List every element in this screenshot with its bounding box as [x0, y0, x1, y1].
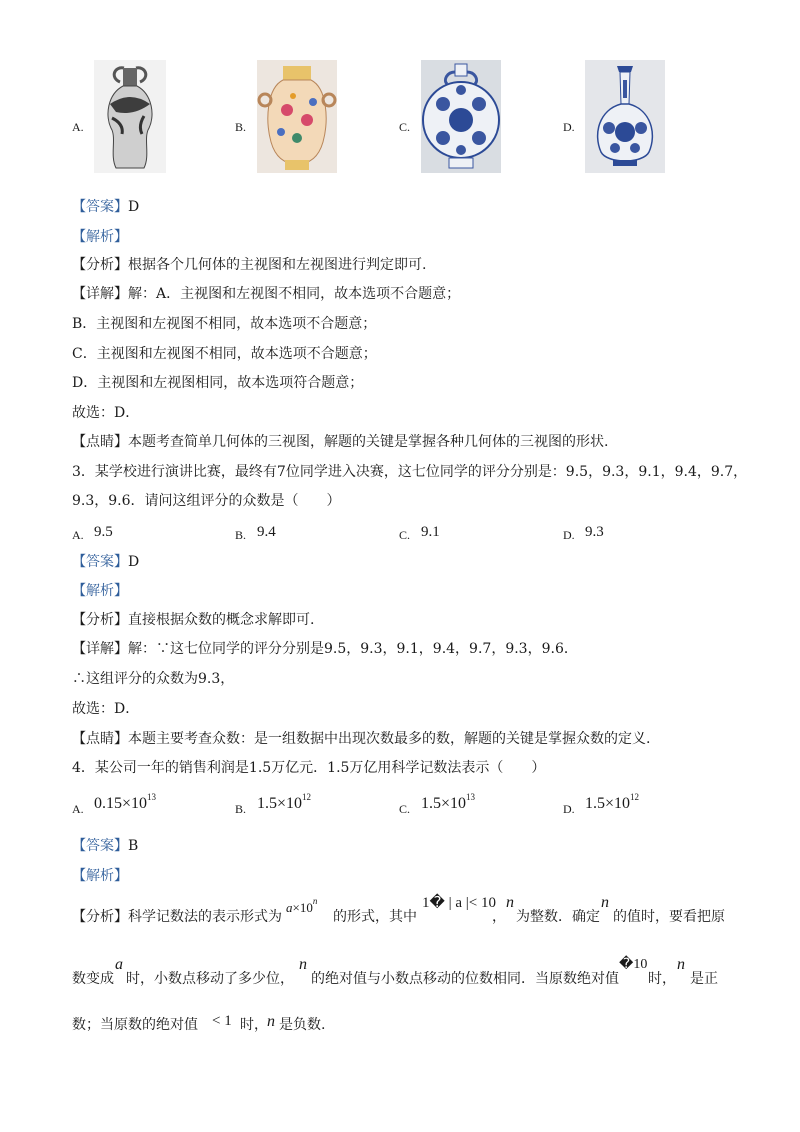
q4-option-b-label: B.	[235, 802, 247, 816]
answer-value: B	[128, 838, 139, 854]
option-exponent: 13	[466, 792, 476, 802]
dianjing-tag: 【点睛】	[72, 434, 128, 450]
n-symbol: n	[299, 956, 307, 973]
q4-line2-part2: 时，小数点移动了多少位，	[126, 971, 294, 987]
q4-fenxi-part1: 科学记数法的表示形式为	[128, 909, 282, 925]
q4-option-a-value	[94, 792, 156, 813]
q4-inequality: 1� | a |< 10	[422, 895, 497, 911]
fenxi-text: 根据各个几何体的主视图和左视图进行判定即可.	[128, 257, 427, 273]
fenxi-text: 直接根据众数的概念求解即可.	[128, 612, 315, 628]
xiangjie-tag: 【详解】	[72, 286, 128, 302]
silver-vase-image	[94, 60, 166, 173]
option-exponent: 12	[630, 792, 640, 802]
vase-image-b	[257, 60, 337, 173]
dianjing-text: 本题主要考查众数：是一组数据中出现次数最多的数，解题的关键是掌握众数的定义.	[128, 731, 651, 747]
q4-jiexi-tag: 【解析】	[72, 868, 128, 884]
q4-answer-line	[72, 837, 138, 855]
option-exponent: 13	[147, 792, 157, 802]
formula-times-ten: ×10	[292, 900, 313, 915]
option-b-label: B.	[235, 120, 247, 134]
option-c-label: C.	[399, 120, 411, 134]
n-symbol: n	[677, 956, 685, 973]
n-symbol: n	[267, 1013, 275, 1030]
fenxi-tag: 【分析】	[72, 257, 128, 273]
option-base: 1.5×10	[421, 795, 467, 812]
q4-stem: 4．某公司一年的销售利润是1.5万亿元．1.5万亿用科学记数法表示（ ）	[72, 760, 546, 776]
q2-line-d: D．主视图和左视图相同，故本选项符合题意；	[72, 375, 364, 391]
q3-option-c-label: C.	[399, 528, 411, 542]
xiangjie-text: 解：∵这七位同学的评分分别是9.5，9.3，9.1，9.4，9.7，9.3，9.6．	[128, 641, 578, 657]
formula-n: n	[312, 896, 318, 906]
dianjing-tag: 【点睛】	[72, 731, 128, 747]
q4-fenxi-tag: 【分析】	[72, 909, 128, 925]
q3-jiexi-tag: 【解析】	[72, 583, 128, 599]
answer-tag: 【答案】	[72, 554, 128, 570]
q4-option-a-label: A.	[72, 802, 84, 816]
q4-option-d-value	[585, 792, 639, 813]
q4-line3-part2: 时，	[240, 1017, 268, 1033]
q4-line2-part4: 时，	[648, 971, 676, 987]
q3-therefore: ∴这组评分的众数为9.3，	[72, 671, 235, 687]
q4-ten: �10	[619, 957, 648, 972]
option-base: 0.15×10	[94, 795, 148, 812]
q3-option-d-label: D.	[563, 528, 575, 542]
q4-fenxi-part3: ，	[492, 909, 506, 925]
q4-n-4	[677, 956, 685, 974]
formula-a: a	[286, 900, 293, 915]
vase-image-c	[421, 60, 501, 173]
q4-option-b-value	[257, 792, 311, 813]
q3-option-a-value: 9.5	[94, 524, 113, 540]
q3-option-a-label: A.	[72, 528, 84, 542]
q3-option-b-value: 9.4	[257, 524, 276, 540]
moon-flask-image	[421, 60, 501, 173]
q3-option-b-label: B.	[235, 528, 247, 542]
q4-n-3	[299, 956, 307, 974]
q3-xiangjie-line	[72, 640, 578, 658]
q3-choose: 故选：D．	[72, 701, 140, 717]
q3-stem-line1: 3．某学校进行演讲比赛，最终有7位同学进入决赛，这七位同学的评分分别是：9.5，9.3，9.1，9.4，9.7，	[72, 464, 748, 480]
q4-option-c-label: C.	[399, 802, 411, 816]
q2-line-c: C．主视图和左视图不相同，故本选项不合题意；	[72, 346, 377, 362]
answer-value: D	[128, 554, 140, 570]
answer-tag: 【答案】	[72, 199, 128, 215]
option-a-label: A.	[72, 120, 84, 134]
q4-fenxi-part2: 的形式，其中	[333, 909, 417, 925]
q4-line2-part1: 数变成	[72, 971, 114, 987]
q4-n-2	[601, 894, 609, 912]
q3-stem-line2: 9.3，9.6．请问这组评分的众数是（ ）	[72, 493, 341, 509]
q4-line3-part1: 数；当原数的绝对值	[72, 1017, 198, 1033]
option-base: 1.5×10	[585, 795, 631, 812]
dianjing-text: 本题考查简单几何体的三视图，解题的关键是掌握各种几何体的三视图的形状.	[128, 434, 609, 450]
option-base: 1.5×10	[257, 795, 303, 812]
q3-fenxi-line	[72, 611, 314, 629]
q4-a-2	[115, 956, 123, 974]
q4-n-1	[506, 894, 514, 912]
q2-dianjing-line	[72, 433, 608, 451]
q4-fenxi-part5: 的值时，要看把原	[613, 909, 725, 925]
xiangjie-tag: 【详解】	[72, 641, 128, 657]
famille-rose-vase-image	[257, 60, 337, 173]
n-symbol: n	[601, 894, 609, 911]
q4-formula	[286, 896, 317, 916]
q3-answer-line	[72, 553, 139, 571]
q4-line2-part5: 是正	[690, 971, 718, 987]
q2-answer-line	[72, 198, 139, 216]
bottle-vase-image	[585, 60, 665, 173]
q4-fenxi-part4: 为整数．确定	[516, 909, 600, 925]
q4-option-d-label: D.	[563, 802, 575, 816]
option-d-label: D.	[563, 120, 575, 134]
fenxi-tag: 【分析】	[72, 612, 128, 628]
answer-value: D	[128, 199, 140, 215]
answer-tag: 【答案】	[72, 838, 128, 854]
q4-n-5	[267, 1013, 275, 1031]
q4-less-than-one: < 1	[212, 1013, 232, 1029]
q3-option-c-value: 9.1	[421, 524, 440, 540]
q2-xiangjie-line	[72, 285, 460, 303]
q4-line2-part3: 的绝对值与小数点移动的位数相同．当原数绝对值	[311, 971, 619, 987]
q2-jiexi-tag: 【解析】	[72, 229, 128, 245]
q4-option-c-value	[421, 792, 475, 813]
n-symbol: n	[506, 894, 514, 911]
a-symbol: a	[115, 956, 123, 973]
xiangjie-text: 解：A．主视图和左视图不相同，故本选项不合题意；	[128, 286, 461, 302]
q3-dianjing-line	[72, 730, 650, 748]
option-exponent: 12	[302, 792, 312, 802]
q2-fenxi-line	[72, 256, 426, 274]
vase-image-d	[585, 60, 665, 173]
q4-line3-part3: 是负数.	[279, 1017, 326, 1033]
vase-image-a	[94, 60, 166, 173]
q2-choose: 故选：D．	[72, 405, 140, 421]
q2-line-b: B．主视图和左视图不相同，故本选项不合题意；	[72, 316, 377, 332]
q3-option-d-value: 9.3	[585, 524, 604, 540]
